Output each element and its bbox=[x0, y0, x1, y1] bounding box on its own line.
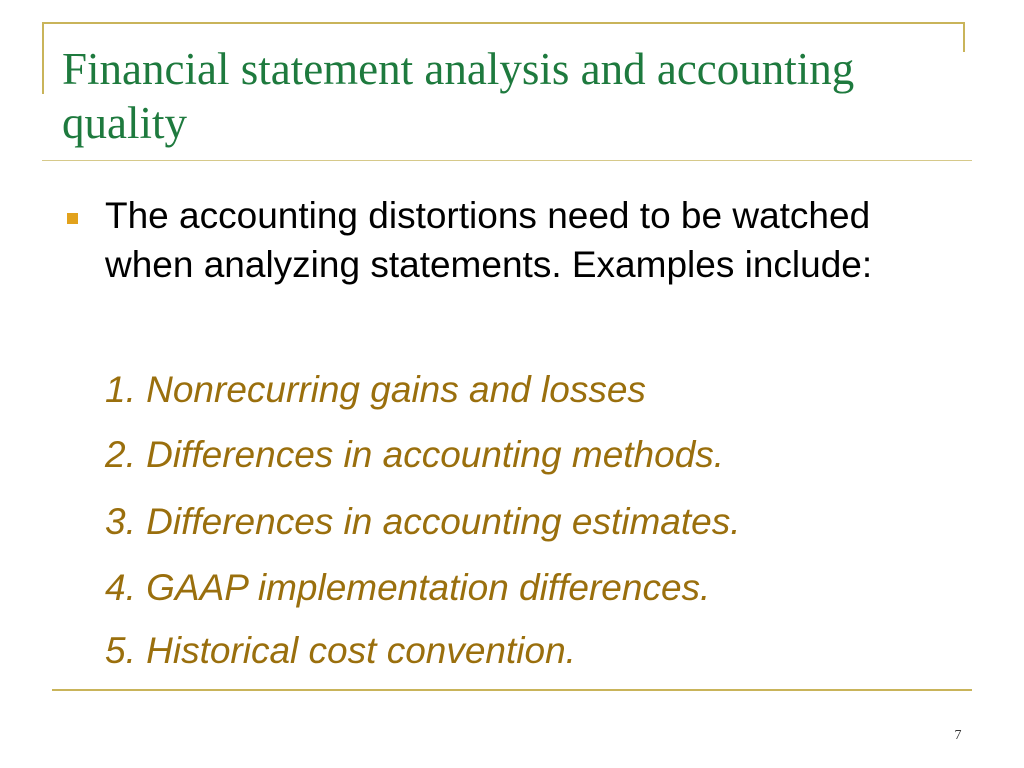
list-item: 2. Differences in accounting methods. bbox=[105, 434, 725, 475]
list-item: 5. Historical cost convention. bbox=[105, 630, 576, 671]
page-number: 7 bbox=[954, 728, 962, 743]
slide-title: Financial statement analysis and accounting quality bbox=[62, 44, 855, 148]
list-item: 1. Nonrecurring gains and losses bbox=[105, 369, 646, 410]
list-item: 4. GAAP implementation differences. bbox=[105, 567, 711, 608]
list-item: 3. Differences in accounting estimates. bbox=[105, 501, 741, 542]
footer-line bbox=[52, 689, 972, 691]
square-bullet-icon bbox=[67, 213, 78, 224]
bullet-text: The accounting distortions need to be watched when analyzing statements. Examples include: bbox=[105, 195, 873, 285]
